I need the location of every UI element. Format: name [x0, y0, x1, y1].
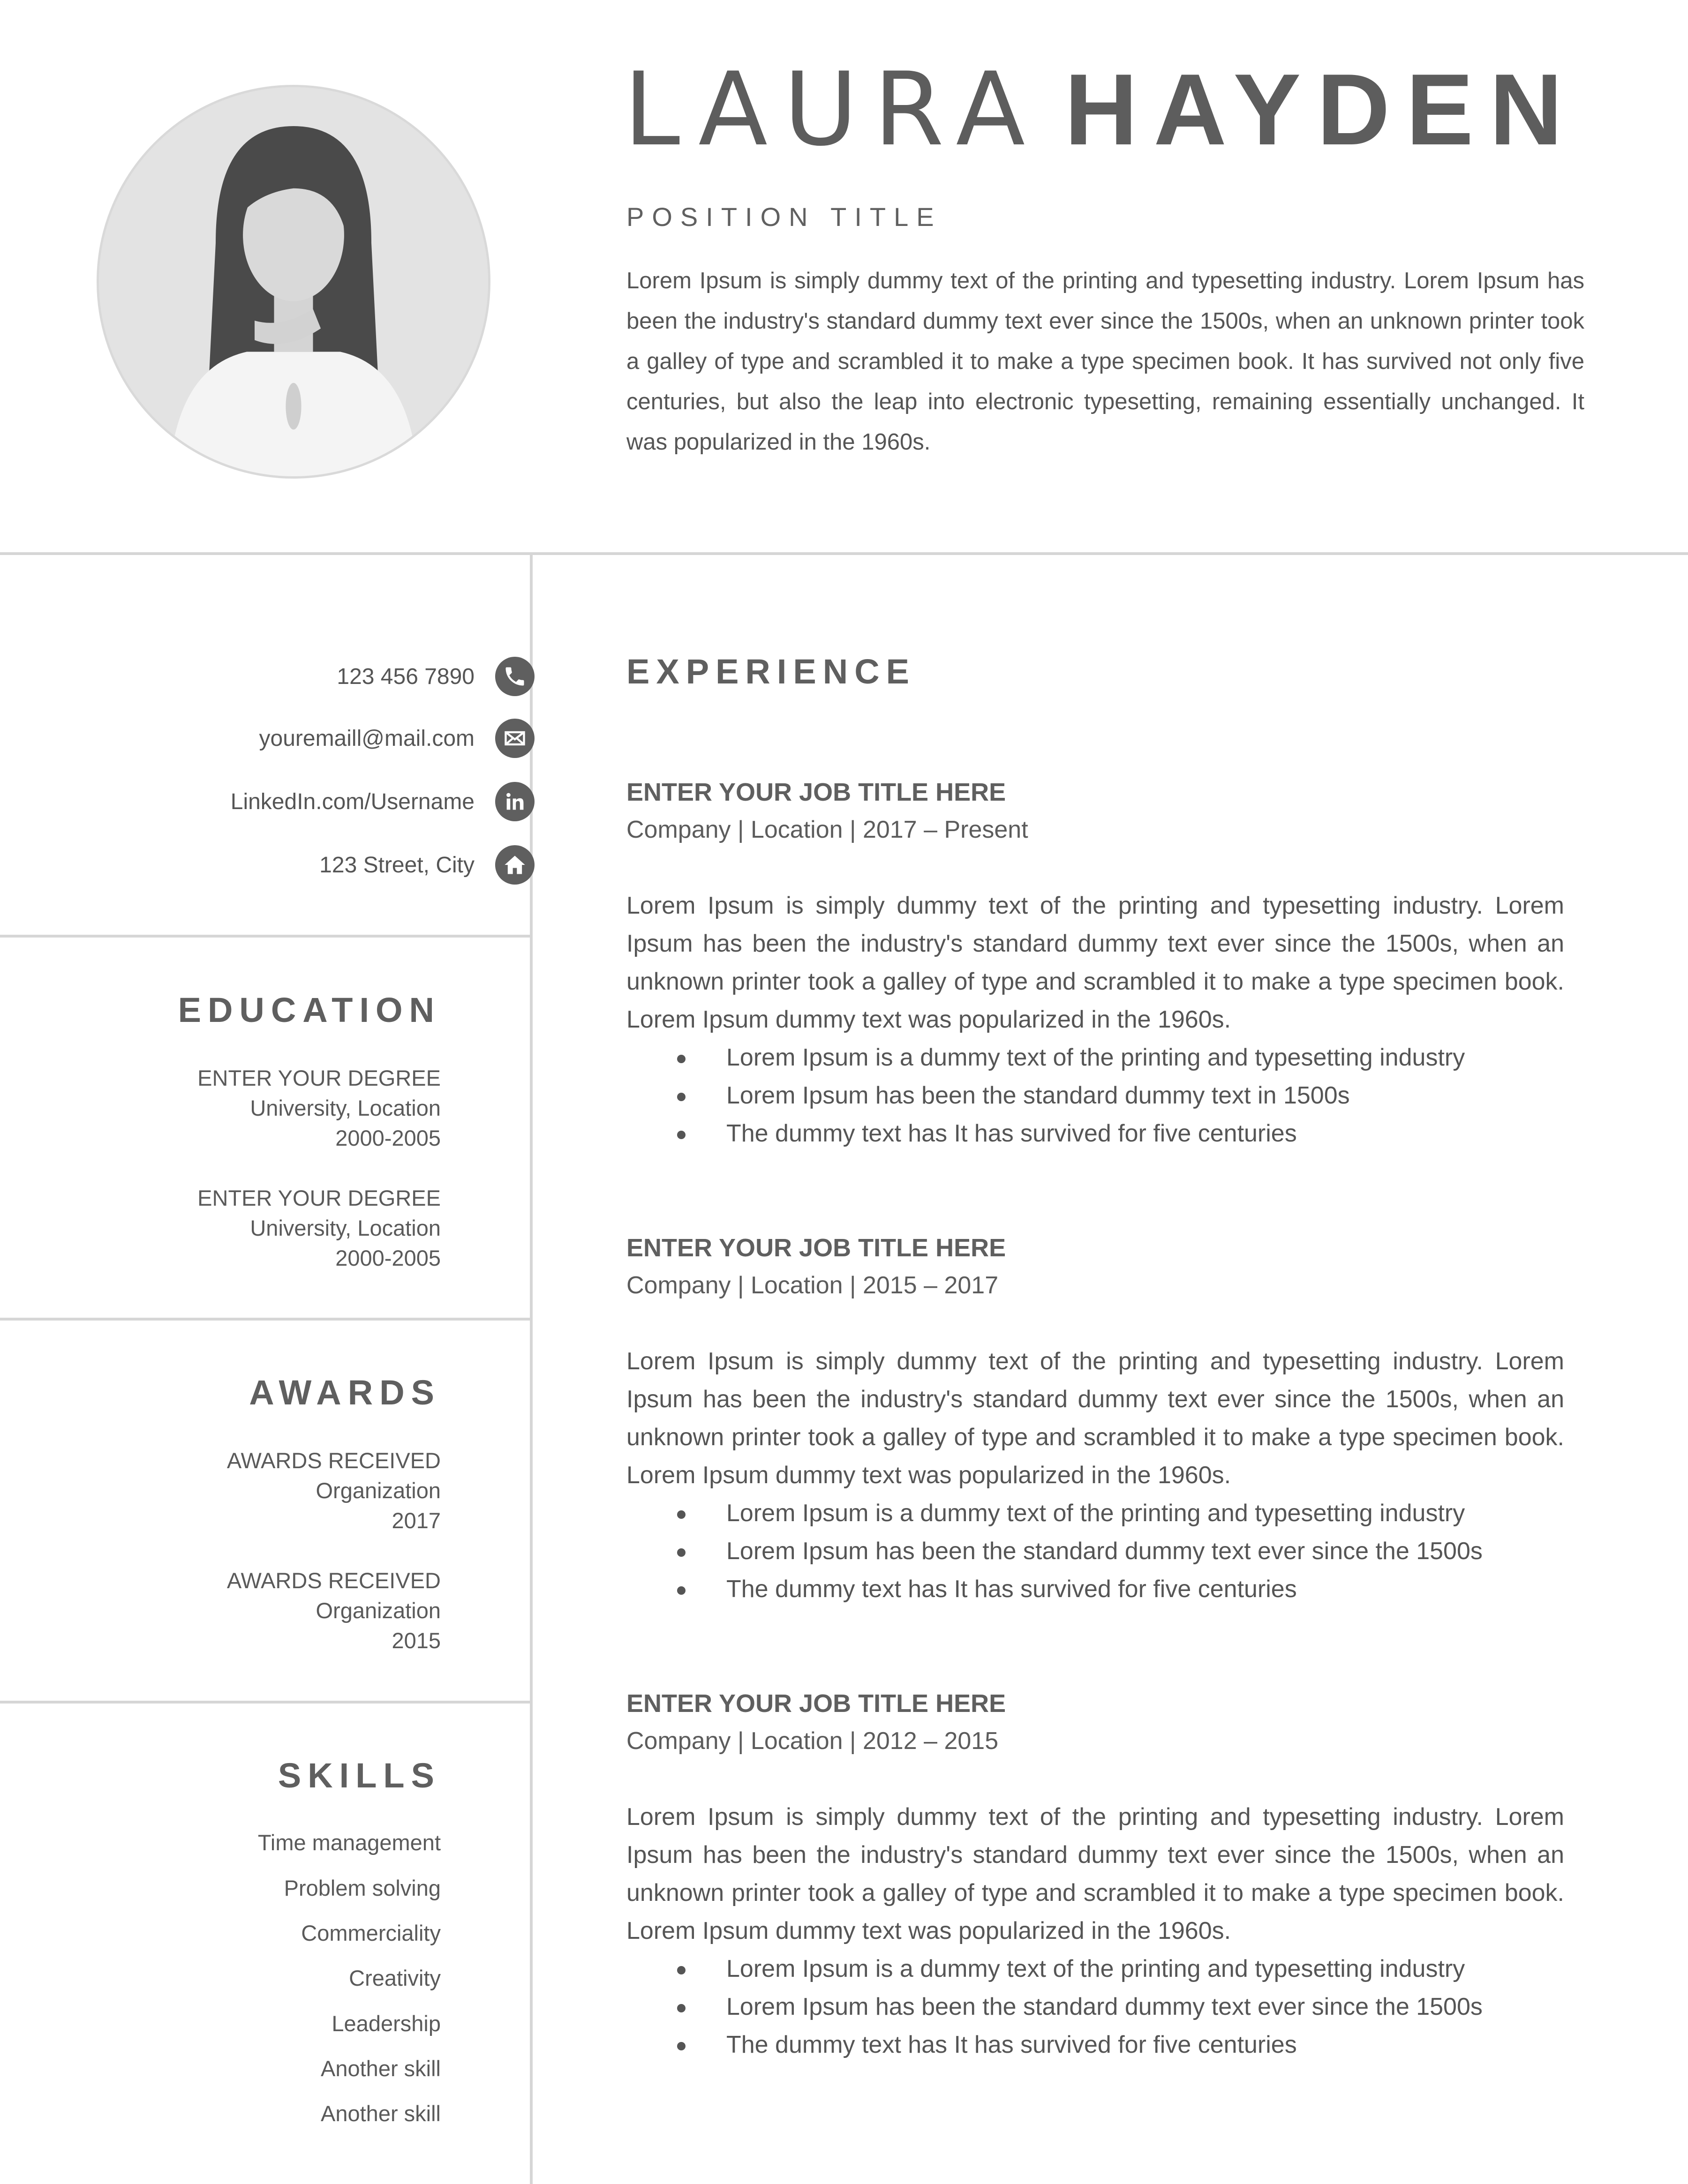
years: 2000-2005	[335, 1246, 441, 1270]
education-item	[197, 1063, 441, 1153]
job-description: Lorem Ipsum is simply dummy text of the printing and typesetting industry. Lorem Ipsum has been the industry's standard dummy text ever since the 1500s, when an unknown printer took a galley of type and scrambled it to make a type specimen book. Lorem Ipsum dummy text was popularized in the 1960s.	[626, 1803, 1564, 1944]
award-year: 2017	[392, 1508, 441, 1533]
education-title: EDUCATION	[178, 991, 441, 1029]
job-bullet: Lorem Ipsum has been the standard dummy text in 1500s	[626, 1077, 1564, 1115]
full-name	[624, 51, 1579, 168]
job-bullets	[626, 1494, 1564, 1608]
profile-photo	[97, 85, 490, 479]
contact-address	[319, 844, 535, 886]
job-meta: Company | Location | 2015 – 2017	[626, 1272, 999, 1299]
email-text: youremaill@mail.com	[259, 726, 475, 751]
award-org: Organization	[316, 1478, 441, 1503]
job-bullet: The dummy text has It has survived for five centuries	[626, 2026, 1564, 2064]
job-bullet: Lorem Ipsum has been the standard dummy text ever since the 1500s	[626, 1988, 1564, 2026]
award-org: Organization	[316, 1598, 441, 1623]
experience-title: EXPERIENCE	[626, 652, 916, 691]
job-bullet: Lorem Ipsum has been the standard dummy text ever since the 1500s	[626, 1532, 1564, 1570]
contact-email	[259, 717, 535, 759]
degree: ENTER YOUR DEGREE	[197, 1066, 441, 1090]
job-meta: Company | Location | 2017 – Present	[626, 816, 1028, 843]
header-divider	[0, 552, 1688, 555]
job-bullets	[626, 1950, 1564, 2064]
address-text: 123 Street, City	[319, 852, 475, 878]
job-title: ENTER YOUR JOB TITLE HERE	[626, 778, 1006, 806]
education-item	[197, 1183, 441, 1273]
skill-item: Commerciality	[301, 1921, 441, 1945]
linkedin-icon	[495, 782, 535, 821]
skill-item: Time management	[257, 1830, 441, 1855]
profile-summary: Lorem Ipsum is simply dummy text of the printing and typesetting industry. Lorem Ipsum has been the industry's standard dummy text ever since the 1500s, when an unknown printer took a galley of type and scrambled it to make a type specimen book. It has survived not only five centuries, but also the leap into electronic typesetting, remaining essentially unchanged. It was popularized in the 1960s.	[626, 268, 1584, 455]
phone-icon	[495, 657, 535, 696]
job-bullet: The dummy text has It has survived for five centuries	[626, 1115, 1564, 1153]
job-title: ENTER YOUR JOB TITLE HERE	[626, 1689, 1006, 1718]
award-item	[227, 1446, 441, 1536]
education-divider	[0, 1318, 531, 1321]
award-name: AWARDS RECEIVED	[226, 1448, 441, 1473]
degree: ENTER YOUR DEGREE	[197, 1186, 441, 1210]
job-meta: Company | Location | 2012 – 2015	[626, 1727, 999, 1755]
home-icon	[495, 845, 535, 885]
job-bullets	[626, 1039, 1564, 1153]
job-entry	[626, 1229, 1564, 1608]
job-bullet: Lorem Ipsum is a dummy text of the printing and typesetting industry	[626, 1950, 1564, 1988]
award-item	[227, 1566, 441, 1656]
portrait-illustration	[99, 87, 488, 476]
job-entry	[626, 1685, 1564, 2064]
last-name: HAYDEN	[1064, 53, 1579, 166]
skill-item: Leadership	[332, 2011, 441, 2036]
contact-divider	[0, 935, 531, 938]
job-description: Lorem Ipsum is simply dummy text of the printing and typesetting industry. Lorem Ipsum has been the industry's standard dummy text ever since the 1500s, when an unknown printer took a galley of type and scrambled it to make a type specimen book. Lorem Ipsum dummy text was popularized in the 1960s.	[626, 892, 1564, 1033]
skills-title: SKILLS	[278, 1756, 441, 1795]
award-year: 2015	[392, 1628, 441, 1653]
awards-divider	[0, 1701, 531, 1704]
email-icon	[495, 719, 535, 758]
job-bullet: The dummy text has It has survived for five centuries	[626, 1570, 1564, 1608]
skill-item: Creativity	[349, 1966, 441, 1990]
contact-phone	[337, 655, 535, 698]
skill-item: Another skill	[321, 2056, 441, 2081]
job-entry	[626, 773, 1564, 1153]
years: 2000-2005	[335, 1126, 441, 1150]
phone-text: 123 456 7890	[337, 664, 475, 689]
contact-linkedin	[231, 781, 535, 823]
first-name: LAURA	[624, 51, 1041, 168]
position-title: POSITION TITLE	[626, 202, 942, 232]
job-bullet: Lorem Ipsum is a dummy text of the printing and typesetting industry	[626, 1494, 1564, 1532]
school: University, Location	[250, 1096, 441, 1120]
awards-title: AWARDS	[249, 1373, 441, 1412]
job-description: Lorem Ipsum is simply dummy text of the printing and typesetting industry. Lorem Ipsum has been the industry's standard dummy text ever since the 1500s, when an unknown printer took a galley of type and scrambled it to make a type specimen book. Lorem Ipsum dummy text was popularized in the 1960s.	[626, 1348, 1564, 1489]
award-name: AWARDS RECEIVED	[226, 1568, 441, 1593]
job-bullet: Lorem Ipsum is a dummy text of the printing and typesetting industry	[626, 1039, 1564, 1077]
skill-item: Problem solving	[284, 1876, 441, 1900]
linkedin-text: LinkedIn.com/Username	[230, 789, 475, 814]
skill-item: Another skill	[321, 2101, 441, 2126]
school: University, Location	[250, 1216, 441, 1240]
job-title: ENTER YOUR JOB TITLE HERE	[626, 1234, 1006, 1262]
